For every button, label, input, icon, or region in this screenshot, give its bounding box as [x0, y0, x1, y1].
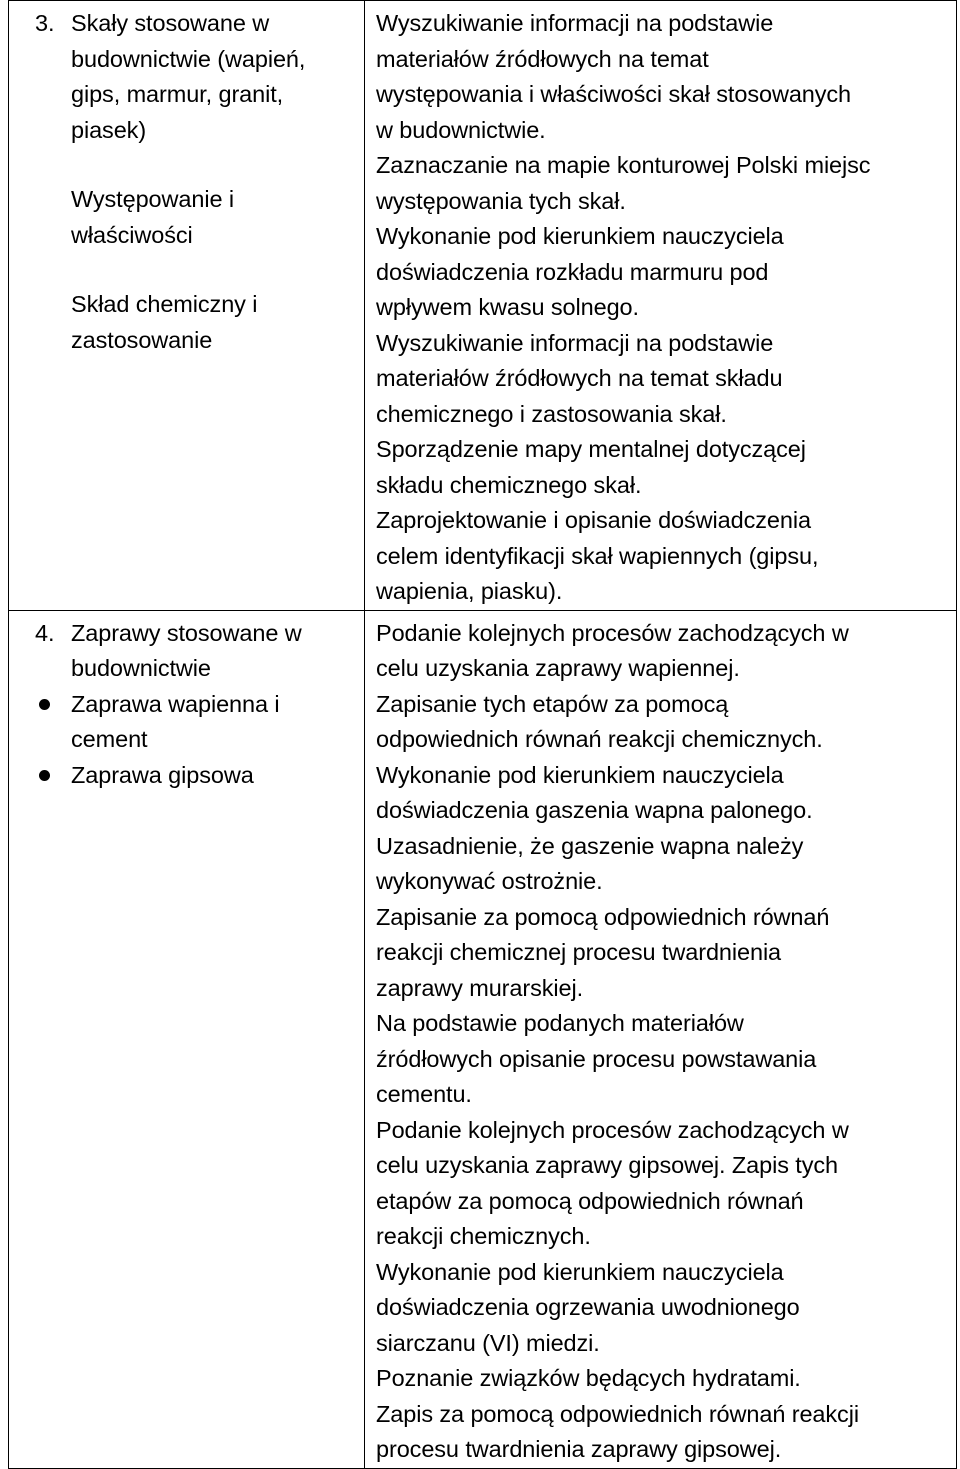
activity-line: Uzasadnienie, że gaszenie wapna należy: [376, 832, 804, 859]
activity-line: Zaznaczanie na mapie konturowej Polski miejsc: [376, 152, 871, 178]
topic-title-line: Zaprawy stosowane w: [71, 619, 302, 646]
activity-line: doświadczenia rozkładu marmuru pod: [376, 258, 769, 285]
activity-line: procesu twardnienia zaprawy gipsowej.: [376, 1436, 782, 1462]
activities-text: [365, 611, 956, 1468]
topic-title-line: budownictwie (wapień,: [71, 45, 306, 72]
activity-line: źródłowych opisanie procesu powstawania: [376, 1045, 817, 1072]
topic-cell: [9, 1, 365, 611]
activity-line: Poznanie związków będących hydratami.: [376, 1365, 801, 1391]
spacer: [71, 148, 358, 182]
activity-line: wykonywać ostrożnie.: [376, 868, 603, 894]
activity-line: Zapis za pomocą odpowiednich równań reakcji: [376, 1400, 859, 1427]
activity-line: wpływem kwasu solnego.: [376, 294, 639, 320]
topic-cell: [9, 610, 365, 1468]
activity-line: Podanie kolejnych procesów zachodzących w: [376, 619, 849, 646]
activity-line: składu chemicznego skał.: [376, 471, 642, 498]
activity-line: Zaprojektowanie i opisanie doświadczenia: [376, 507, 811, 533]
activity-line: reakcji chemicznych.: [376, 1223, 591, 1249]
activity-line: Wykonanie pod kierunkiem nauczyciela: [376, 1258, 784, 1285]
activity-line: doświadczenia gaszenia wapna palonego.: [376, 797, 813, 823]
activity-line: Wyszukiwanie informacji na podstawie: [376, 329, 774, 356]
activity-line: występowania tych skał.: [376, 187, 626, 214]
subsection-line: właściwości: [71, 221, 193, 248]
activity-line: reakcji chemicznej procesu twardnienia: [376, 939, 782, 965]
activities-text: [365, 1, 956, 610]
activity-line: Na podstawie podanych materiałów: [376, 1010, 744, 1036]
bullet-item: [71, 758, 358, 794]
activity-line: doświadczenia ogrzewania uwodnionego: [376, 1294, 800, 1320]
bullet-line: cement: [71, 726, 148, 752]
topic-title-line: budownictwie: [71, 655, 211, 681]
activity-line: Wykonanie pod kierunkiem nauczyciela: [376, 223, 784, 249]
activity-line: Wyszukiwanie informacji na podstawie: [376, 10, 774, 36]
subsection-line: zastosowanie: [71, 326, 213, 353]
activity-line: Podanie kolejnych procesów zachodzących w: [376, 1116, 849, 1143]
activity-line: cementu.: [376, 1081, 472, 1107]
activity-line: etapów za pomocą odpowiednich równań: [376, 1187, 804, 1214]
bullet-line: Zaprawa gipsowa: [71, 761, 254, 788]
activity-line: Zapisanie za pomocą odpowiednich równań: [376, 903, 830, 930]
topic-number: 3.: [35, 10, 55, 36]
activity-line: odpowiednich równań reakcji chemicznych.: [376, 726, 823, 752]
subsection-line: Skład chemiczny i: [71, 291, 258, 317]
activity-line: materiałów źródłowych na temat: [376, 45, 709, 72]
table-row: [9, 1, 957, 611]
activity-line: materiałów źródłowych na temat składu: [376, 365, 783, 391]
activity-line: chemicznego i zastosowania skał.: [376, 400, 727, 427]
activity-line: występowania i właściwości skał stosowanych: [376, 81, 852, 107]
topic-title: [35, 616, 358, 652]
topic-number: 4.: [35, 619, 55, 646]
activity-line: siarczanu (VI) miedzi.: [376, 1329, 600, 1356]
bullet-item: [71, 687, 358, 758]
topic-title-line: piasek): [71, 116, 147, 143]
table-row: [9, 610, 957, 1468]
activity-line: Zapisanie tych etapów za pomocą: [376, 690, 729, 717]
bullet-icon: [39, 699, 50, 710]
activity-line: w budownictwie.: [376, 116, 546, 143]
topic-title-line: Skały stosowane w: [71, 10, 270, 36]
topic-title-line: gips, marmur, granit,: [71, 81, 284, 107]
topic-title: [35, 6, 358, 42]
activity-line: wapienia, piasku).: [376, 578, 563, 604]
subsection-line: Występowanie i: [71, 186, 234, 212]
bullet-icon: [39, 770, 50, 781]
bullet-line: Zaprawa wapienna i: [71, 690, 280, 717]
spacer: [71, 253, 358, 287]
curriculum-table: [8, 0, 957, 1469]
activities-cell: [365, 610, 957, 1468]
activity-line: celem identyfikacji skał wapiennych (gipsu,: [376, 542, 819, 569]
activity-line: Sporządzenie mapy mentalnej dotyczącej: [376, 436, 806, 462]
activity-line: celu uzyskania zaprawy gipsowej. Zapis tych: [376, 1152, 838, 1178]
activities-cell: [365, 1, 957, 611]
activity-line: celu uzyskania zaprawy wapiennej.: [376, 655, 740, 681]
activity-line: Wykonanie pod kierunkiem nauczyciela: [376, 761, 784, 788]
activity-line: zaprawy murarskiej.: [376, 974, 584, 1001]
